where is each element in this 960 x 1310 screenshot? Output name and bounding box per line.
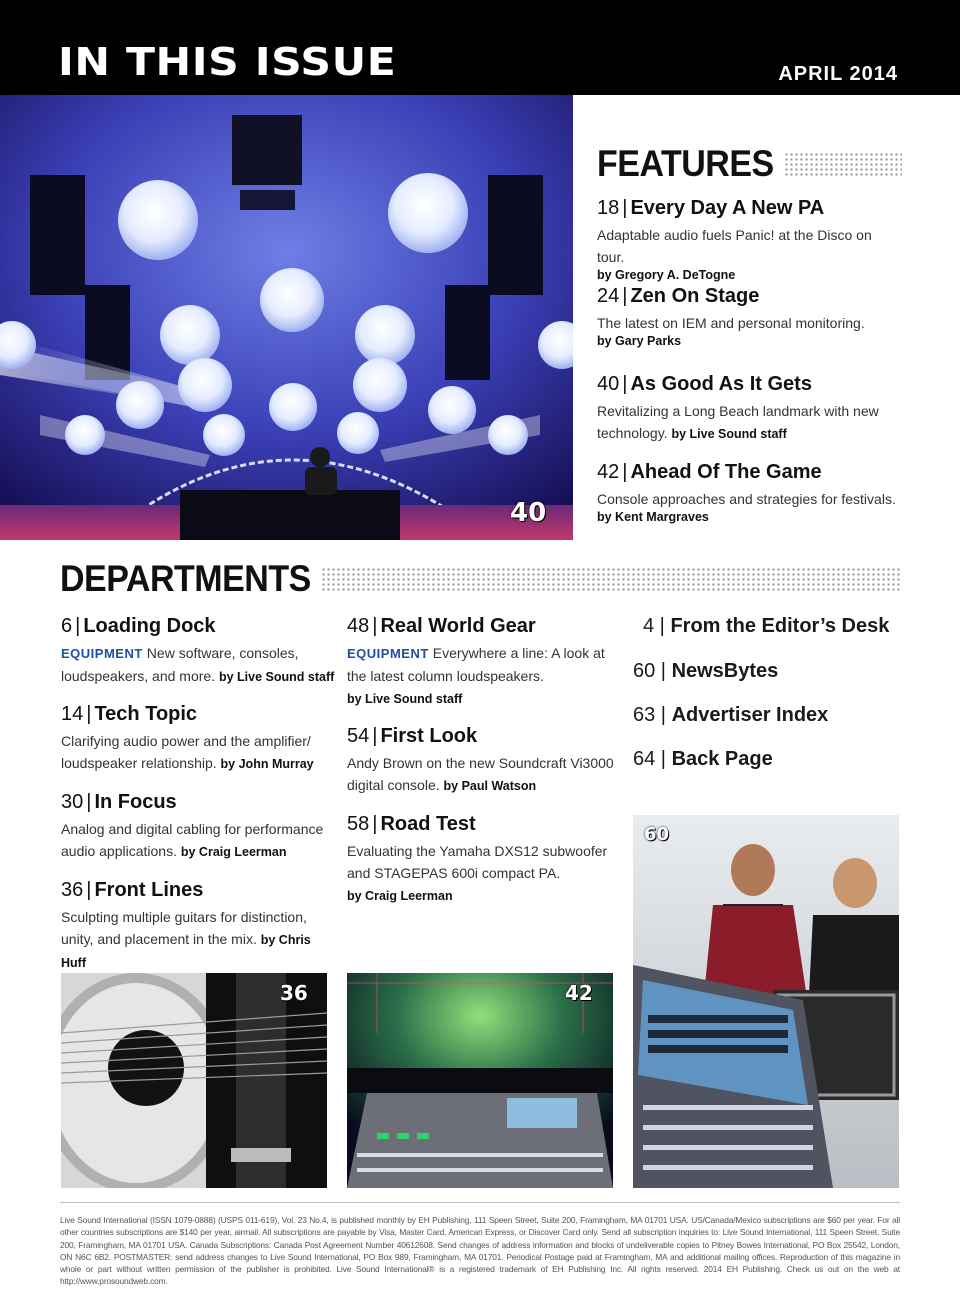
department-item[interactable]: 30 | In Focus Analog and digital cabling for performance audio applications. by Craig Leerman	[61, 791, 336, 863]
feature-byline: by Gary Parks	[597, 334, 682, 348]
dotted-rule	[321, 567, 900, 593]
department-byline: by Craig Leerman	[180, 845, 287, 859]
equipment-tag: EQUIPMENT	[61, 646, 143, 661]
department-item[interactable]: 63 | Advertiser Index	[633, 704, 829, 726]
departments-heading-row	[60, 560, 900, 599]
department-item[interactable]: 48 | Real World Gear EQUIPMENT Everywhere a line: A look at the latest column loudspeakers. by Live Sound staff	[347, 615, 622, 710]
feature-byline: by Live Sound staff	[671, 427, 787, 441]
legal-fine-print: Live Sound International (ISSN 1079-0888) (USPS 011-619), Vol. 23 No.4, is published monthly by EH Publishing, 111 Speen Street, Suite 200, Framingham, MA 01701 USA. US/Canada/Mexico subscriptions are $60 per year. For all other countries subscriptions are $140 per year, airmail. All subscriptions are payable by Visa, Master Card, American Express, or Discover Card only. Send all subscription inquiries to: Live Sound International, 111 Speen Street, Suite 200, Framingham, MA 01701 USA. Canada Subscriptions: Canada Post Agreement Number 40612608. Send changes of address information and blocks of undeliverable copies to Pitney Bowes International, PO Box 25542, London, ON N6C 6B2. POSTMASTER: send address changes to Live Sound International, PO Box 989, Framingham, MA 01701. Periodical Postage paid at Framingham, MA and additional mailing offices. Reproduction of this magazine in whole or part without written permission of the publisher is prohibited. Live Sound International® is a registered trademark of EH Publishing Inc. All rights reserved. 2014 EH Publishing. Check us out on the web at http://www.prosoundweb.com.	[60, 1215, 900, 1287]
department-item[interactable]: 36 | Front Lines Sculpting multiple guitars for distinction, unity, and placement in the mix. by Chris Huff	[61, 879, 336, 974]
photo-editors-console[interactable]	[633, 815, 899, 1188]
footer-divider	[60, 1202, 900, 1203]
concert-stage-illustration	[0, 95, 573, 540]
department-byline: by Craig Leerman	[347, 889, 453, 903]
department-item[interactable]: 58 | Road Test Evaluating the Yamaha DXS12 subwoofer and STAGEPAS 600i compact PA. by Craig Leerman	[347, 813, 622, 907]
feature-description: Revitalizing a Long Beach landmark with new technology. by Live Sound staff	[597, 403, 879, 441]
feature-item[interactable]	[597, 461, 902, 524]
department-byline: by Live Sound staff	[347, 692, 463, 706]
features-heading: FEATURES	[597, 143, 774, 185]
guitars-illustration	[61, 973, 327, 1188]
hero-page-badge: 40	[510, 498, 547, 528]
editors-illustration	[633, 815, 899, 1188]
issue-date: APRIL 2014	[778, 63, 898, 85]
feature-description: Console approaches and strategies for festivals.	[597, 491, 896, 507]
department-item[interactable]: 6 | Loading Dock EQUIPMENT New software, consoles, loudspeakers, and more. by Live Sound staff	[61, 615, 336, 688]
page-header	[0, 0, 960, 95]
feature-item[interactable]	[597, 285, 902, 348]
features-heading-row	[597, 145, 902, 184]
feature-title: 42 | Ahead Of The Game	[597, 461, 822, 483]
guitar-page-badge: 36	[280, 981, 308, 1005]
editors-page-badge: 60	[644, 824, 670, 845]
department-byline: by Chris Huff	[61, 933, 311, 970]
feature-title: 18 | Every Day A New PA	[597, 197, 825, 219]
photo-festival-console[interactable]	[347, 973, 613, 1188]
feature-description: Adaptable audio fuels Panic! at the Disco on tour.	[597, 227, 872, 265]
feature-byline: by Kent Margraves	[597, 510, 709, 524]
festival-illustration	[347, 973, 613, 1188]
feature-item[interactable]	[597, 373, 902, 445]
department-byline: by Paul Watson	[443, 779, 537, 793]
department-description: Analog and digital cabling for performance audio applications. by Craig Leerman	[61, 821, 324, 859]
department-item[interactable]: 4 | From the Editor’s Desk	[643, 615, 890, 637]
department-description: Andy Brown on the new Soundcraft Vi3000 digital console. by Paul Watson	[347, 755, 614, 793]
feature-byline: by Gregory A. DeTogne	[597, 268, 736, 282]
feature-title: 40 | As Good As It Gets	[597, 373, 812, 395]
hero-photo-concert[interactable]	[0, 95, 573, 540]
department-byline: by John Murray	[220, 757, 314, 771]
department-item[interactable]: 14 | Tech Topic Clarifying audio power and the amplifier/ loudspeaker relationship. by John Murray	[61, 703, 336, 775]
feature-description: The latest on IEM and personal monitoring.	[597, 315, 865, 331]
department-description: Clarifying audio power and the amplifier/ loudspeaker relationship. by John Murray	[61, 733, 314, 771]
equipment-tag: EQUIPMENT	[347, 646, 429, 661]
photo-guitars[interactable]	[61, 973, 327, 1188]
department-description: Sculpting multiple guitars for distinction, unity, and placement in the mix. by Chris Huff	[61, 909, 311, 970]
feature-item[interactable]	[597, 197, 902, 282]
department-byline: by Live Sound staff	[218, 670, 335, 684]
department-description: EQUIPMENT New software, consoles, loudspeakers, and more. by Live Sound staff	[61, 645, 335, 684]
festival-page-badge: 42	[565, 981, 593, 1005]
department-description: Evaluating the Yamaha DXS12 subwoofer and STAGEPAS 600i compact PA. by Craig Leerman	[347, 843, 608, 903]
departments-heading: DEPARTMENTS	[60, 558, 311, 600]
department-item[interactable]: 54 | First Look Andy Brown on the new Soundcraft Vi3000 digital console. by Paul Watson	[347, 725, 622, 797]
department-item[interactable]: 64 | Back Page	[633, 748, 773, 770]
dotted-rule	[784, 152, 902, 178]
features-section	[597, 143, 902, 524]
feature-title: 24 | Zen On Stage	[597, 285, 760, 307]
department-description: EQUIPMENT Everywhere a line: A look at the latest column loudspeakers. by Live Sound staff	[347, 645, 605, 706]
page-title: IN THIS ISSUE	[58, 40, 397, 84]
department-item[interactable]: 60 | NewsBytes	[633, 660, 779, 682]
